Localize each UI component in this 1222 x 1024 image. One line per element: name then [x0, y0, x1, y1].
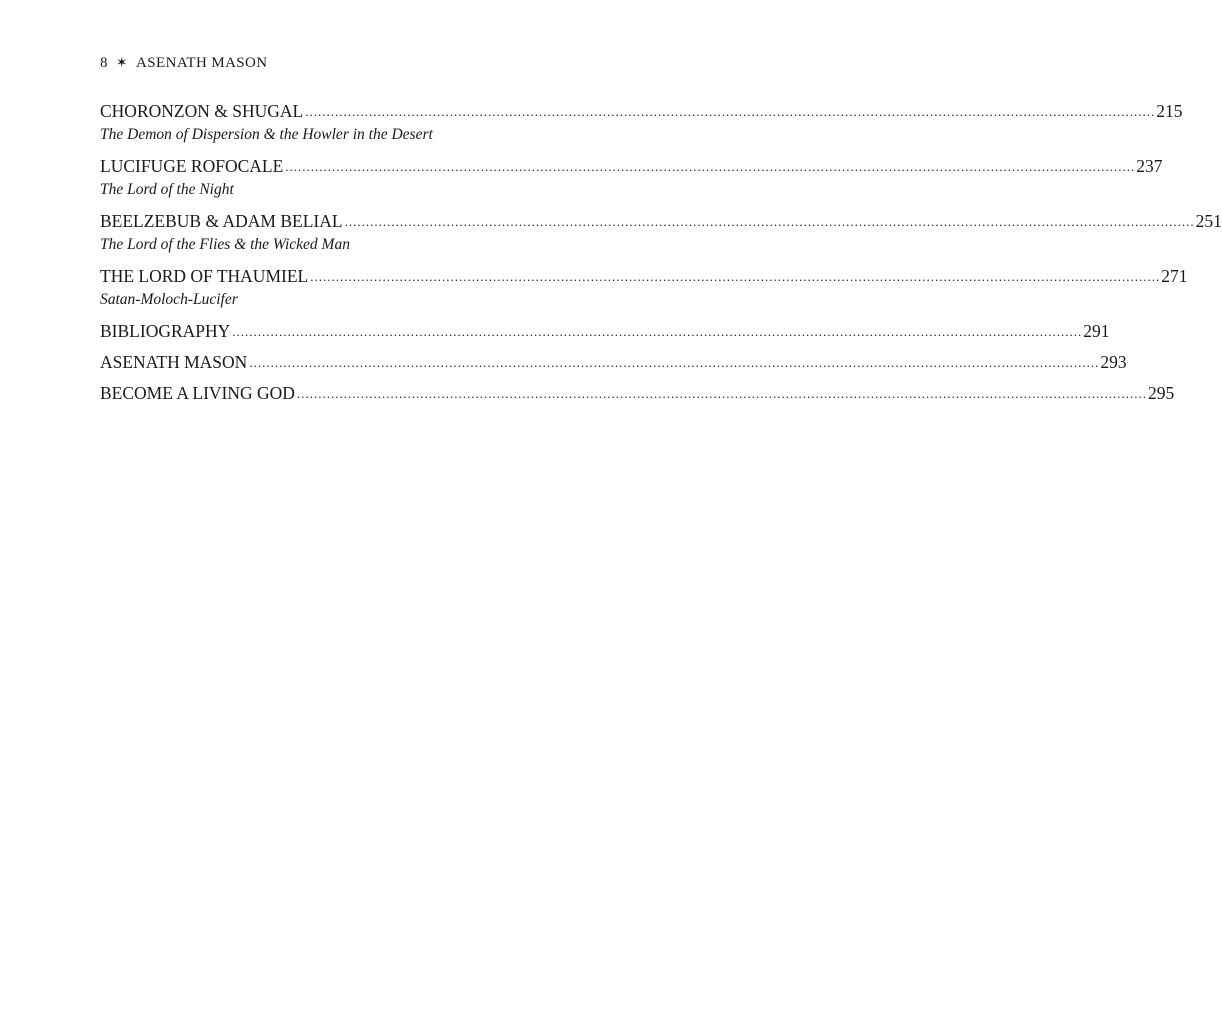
toc-entry-page: 295	[1147, 383, 1175, 403]
toc-entry-asenath-mason[interactable]	[100, 351, 1127, 382]
toc-entry-choronzon[interactable]	[100, 100, 1183, 155]
dot-leader: ........................................................................................................................................................................................................	[305, 104, 1156, 119]
toc-entry-page: 291	[1083, 321, 1110, 341]
toc-entry-page: 237	[1136, 156, 1163, 176]
dot-leader: ........................................................................................................................................................................................................	[296, 386, 1147, 401]
toc-entry-page: 293	[1100, 352, 1127, 372]
toc-entry-page: 271	[1161, 266, 1188, 286]
toc-entry-subtitle: The Lord of the Night	[100, 181, 234, 198]
toc-entry-become-a-living-god[interactable]	[100, 382, 1175, 413]
toc-entry-title: BEELZEBUB & ADAM BELIAL	[100, 211, 343, 231]
dot-leader: ........................................................................................................................................................................................................	[232, 324, 1083, 339]
table-of-contents	[100, 100, 1222, 413]
header-page-number: 8	[100, 55, 108, 71]
toc-entry-title: ASENATH MASON	[100, 352, 248, 372]
toc-entry-subtitle: Satan-Moloch-Lucifer	[100, 291, 238, 308]
toc-entry-title: THE LORD OF THAUMIEL	[100, 266, 309, 286]
toc-entry-page: 215	[1156, 101, 1183, 121]
dot-leader: ........................................................................................................................................................................................................	[285, 159, 1136, 174]
toc-entry-subtitle: The Lord of the Flies & the Wicked Man	[100, 236, 350, 253]
dot-leader: ........................................................................................................................................................................................................	[249, 355, 1100, 370]
dot-leader: ........................................................................................................................................................................................................	[344, 214, 1195, 229]
toc-entry-subtitle: The Demon of Dispersion & the Howler in the Desert	[100, 126, 433, 143]
toc-entry-beelzebub[interactable]	[100, 210, 1222, 265]
toc-entry-title: CHORONZON & SHUGAL	[100, 101, 304, 121]
six-pointed-star-icon: ✶	[115, 55, 129, 71]
toc-entry-title: BIBLIOGRAPHY	[100, 321, 231, 341]
toc-entry-page: 251	[1195, 211, 1222, 231]
toc-entry-lucifuge[interactable]	[100, 155, 1163, 210]
toc-entry-title: BECOME A LIVING GOD	[100, 383, 295, 403]
toc-entry-bibliography[interactable]	[100, 320, 1110, 351]
running-header	[100, 55, 268, 72]
dot-leader: ........................................................................................................................................................................................................	[310, 269, 1161, 284]
toc-entry-title: LUCIFUGE ROFOCALE	[100, 156, 284, 176]
header-author: ASENATH MASON	[136, 55, 268, 71]
toc-entry-thaumiel[interactable]	[100, 265, 1188, 320]
